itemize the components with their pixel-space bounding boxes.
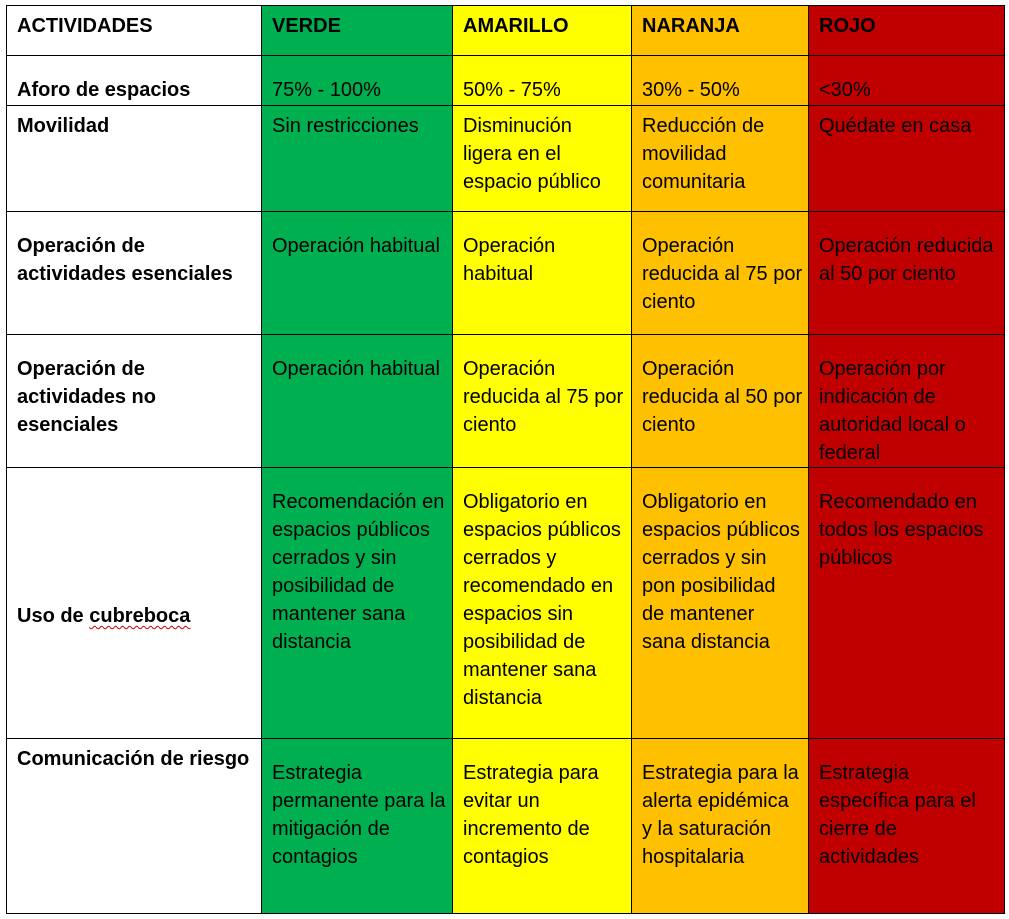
row-label-no-esenciales: Operación de actividades no esenciales (7, 335, 262, 468)
cell-cubreboca-amarillo: Obligatorio en espacios públicos cerrados y recomendado en espacios sin posibilidad de mantener sana distancia (453, 468, 632, 739)
table-row-aforo (7, 56, 1005, 106)
row-label-esenciales: Operación de actividades esenciales (7, 212, 262, 335)
cell-esenciales-amarillo: Operación habitual (453, 212, 632, 335)
cell-aforo-rojo: <30% (809, 56, 1005, 106)
semaforo-table (6, 5, 1005, 914)
cell-movilidad-amarillo: Disminución ligera en el espacio público (453, 106, 632, 212)
cell-cubreboca-rojo: Recomendado en todos los espacios públicos (809, 468, 1005, 739)
header-actividades: ACTIVIDADES (7, 6, 262, 56)
cell-esenciales-naranja: Operación reducida al 75 por ciento (632, 212, 809, 335)
header-amarillo: AMARILLO (453, 6, 632, 56)
row-label-cubreboca-prefix: Uso de (17, 605, 90, 627)
header-row (7, 6, 1005, 56)
cell-no-esenciales-rojo: Operación por indicación de autoridad local o federal (809, 335, 1005, 468)
cell-esenciales-verde: Operación habitual (262, 212, 453, 335)
cell-comunicacion-verde: Estrategia permanente para la mitigación de contagios (262, 739, 453, 914)
row-label-aforo: Aforo de espacios (7, 56, 262, 106)
cell-comunicacion-rojo: Estrategia específica para el cierre de actividades (809, 739, 1005, 914)
header-verde: VERDE (262, 6, 453, 56)
table-row-comunicacion (7, 739, 1005, 914)
cell-no-esenciales-amarillo: Operación reducida al 75 por ciento (453, 335, 632, 468)
cell-cubreboca-verde: Recomendación en espacios públicos cerrados y sin posibilidad de mantener sana distancia (262, 468, 453, 739)
table-row-no-esenciales (7, 335, 1005, 468)
cell-movilidad-naranja: Reducción de movilidad comunitaria (632, 106, 809, 212)
cell-no-esenciales-verde: Operación habitual (262, 335, 453, 468)
header-rojo: ROJO (809, 6, 1005, 56)
table-row-cubreboca (7, 468, 1005, 739)
header-naranja: NARANJA (632, 6, 809, 56)
row-label-cubreboca (7, 468, 262, 739)
row-label-cubreboca-word: cubreboca (89, 605, 191, 627)
cell-no-esenciales-naranja: Operación reducida al 50 por ciento (632, 335, 809, 468)
cell-aforo-naranja: 30% - 50% (632, 56, 809, 106)
cell-aforo-amarillo: 50% - 75% (453, 56, 632, 106)
cell-esenciales-rojo: Operación reducida al 50 por ciento (809, 212, 1005, 335)
cell-cubreboca-naranja: Obligatorio en espacios públicos cerrados y sin pon posibilidad de mantener sana distancia (632, 468, 809, 739)
cell-movilidad-rojo: Quédate en casa (809, 106, 1005, 212)
cell-comunicacion-amarillo: Estrategia para evitar un incremento de contagios (453, 739, 632, 914)
cell-comunicacion-naranja: Estrategia para la alerta epidémica y la saturación hospitalaria (632, 739, 809, 914)
table-row-movilidad (7, 106, 1005, 212)
row-label-movilidad: Movilidad (7, 106, 262, 212)
table-row-esenciales (7, 212, 1005, 335)
cell-movilidad-verde: Sin restricciones (262, 106, 453, 212)
row-label-comunicacion: Comunicación de riesgo (7, 739, 262, 914)
cell-aforo-verde: 75% - 100% (262, 56, 453, 106)
